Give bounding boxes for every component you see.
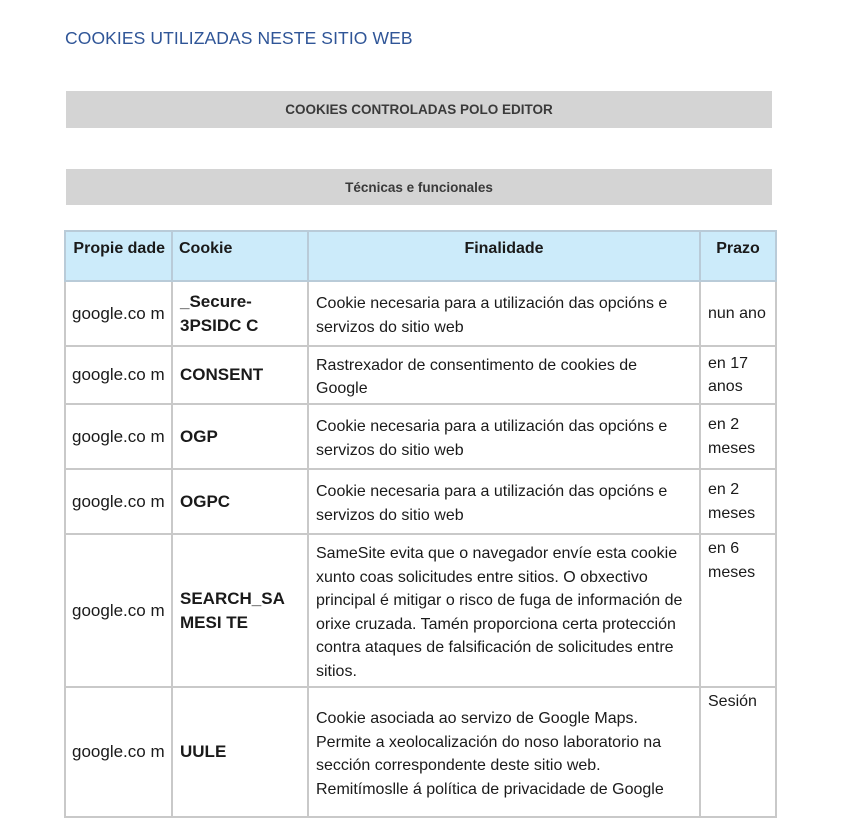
category-bar-technical: Técnicas e funcionales — [66, 169, 772, 205]
cell-purpose: Cookie necesaria para a utilización das opcións e servizos do sitio web — [308, 281, 700, 346]
table-row — [65, 469, 776, 534]
cell-purpose: Rastrexador de consentimento de cookies de Google — [308, 346, 700, 404]
table-row — [65, 281, 776, 346]
section-bar-editor-cookies: COOKIES CONTROLADAS POLO EDITOR — [66, 91, 772, 128]
cell-term: Sesión — [700, 687, 776, 817]
cell-cookie: SEARCH_SA MESI TE — [172, 534, 308, 687]
cell-property: google.co m — [65, 469, 172, 534]
cell-purpose: Cookie necesaria para a utilización das opcións e servizos do sitio web — [308, 469, 700, 534]
cookies-table — [64, 230, 777, 818]
cell-term: en 6 meses — [700, 534, 776, 687]
table-row — [65, 346, 776, 404]
cell-property: google.co m — [65, 534, 172, 687]
cell-purpose: Cookie necesaria para a utilización das opcións e servizos do sitio web — [308, 404, 700, 469]
cell-property: google.co m — [65, 687, 172, 817]
cell-cookie: _Secure-3PSIDC C — [172, 281, 308, 346]
cell-cookie: UULE — [172, 687, 308, 817]
column-header-property: Propie dade — [65, 231, 172, 281]
table-row — [65, 404, 776, 469]
table-row — [65, 687, 776, 817]
column-header-cookie: Cookie — [172, 231, 308, 281]
table-row — [65, 534, 776, 687]
cell-property: google.co m — [65, 346, 172, 404]
page-title: COOKIES UTILIZADAS NESTE SITIO WEB — [65, 28, 413, 48]
cell-term: nun ano — [700, 281, 776, 346]
cell-cookie: CONSENT — [172, 346, 308, 404]
table-header-row — [65, 231, 776, 281]
cell-term: en 17 anos — [700, 346, 776, 404]
column-header-term: Prazo — [700, 231, 776, 281]
cell-property: google.co m — [65, 404, 172, 469]
cell-cookie: OGPC — [172, 469, 308, 534]
cell-property: google.co m — [65, 281, 172, 346]
cell-purpose: SameSite evita que o navegador envíe esta cookie xunto coas solicitudes entre sitios. O obxectivo principal é mitigar o risco de fuga de información de orixe cruzada. Tamén proporciona certa protección contra ataques de falsificación de solicitudes entre sitios. — [308, 534, 700, 687]
cell-term: en 2 meses — [700, 404, 776, 469]
column-header-purpose: Finalidade — [308, 231, 700, 281]
cell-cookie: OGP — [172, 404, 308, 469]
cell-purpose: Cookie asociada ao servizo de Google Maps. Permite a xeolocalización do noso laboratorio na sección correspondente deste sitio web. Remitímoslle á política de privacidade de Google — [308, 687, 700, 817]
cell-term: en 2 meses — [700, 469, 776, 534]
